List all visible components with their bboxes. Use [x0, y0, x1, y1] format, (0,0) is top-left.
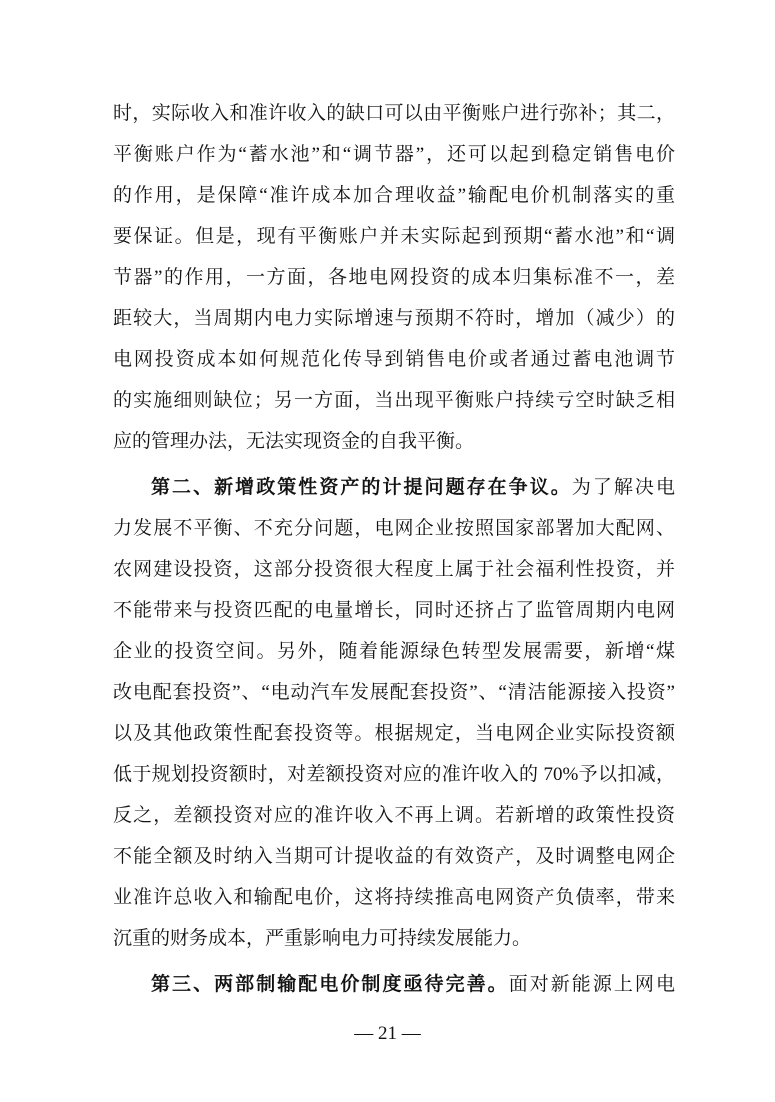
body-text-segment: 业准许总收入和输配电价，这将持续推高电网资产负债率，带来	[113, 887, 675, 908]
text-line	[113, 134, 675, 175]
body-text-segment: 面对新能源上网电	[508, 974, 675, 995]
body-text-segment: 不能全额及时纳入当期可计提收益的有效资产，及时调整电网企	[113, 846, 675, 867]
body-text-segment: 企业的投资空间。另外，随着能源绿色转型发展需要，新增“煤	[113, 641, 675, 662]
paragraph	[113, 964, 675, 1005]
text-line	[113, 508, 675, 549]
text-line	[113, 877, 675, 918]
bold-heading-text: 第二、新增政策性资产的计提问题存在争议。	[151, 477, 572, 498]
text-line	[113, 672, 675, 713]
body-text	[113, 93, 675, 1005]
text-line	[113, 257, 675, 298]
text-line	[113, 754, 675, 795]
body-text-segment: 要保证。但是，现有平衡账户并未实际起到预期“蓄水池”和“调	[113, 226, 675, 247]
paragraph	[113, 467, 675, 959]
body-text-segment: 改电配套投资”、“电动汽车发展配套投资”、“清洁能源接入投资”	[113, 682, 675, 703]
text-line	[113, 918, 675, 959]
body-text-segment: 电网投资成本如何规范化传导到销售电价或者通过蓄电池调节	[113, 349, 675, 370]
body-text-segment: 为了解决电	[571, 477, 675, 498]
body-text-segment: 力发展不平衡、不充分问题，电网企业按照国家部署加大配网、	[113, 518, 675, 539]
body-text-segment: 的作用，是保障“准许成本加合理收益”输配电价机制落实的重	[113, 185, 675, 206]
body-text-segment: 农网建设投资，这部分投资很大程度上属于社会福利性投资，并	[113, 559, 675, 580]
paragraph	[113, 93, 675, 462]
text-line	[113, 795, 675, 836]
body-text-segment: 时，实际收入和准许收入的缺口可以由平衡账户进行弥补；其二，	[113, 103, 675, 124]
text-line	[113, 339, 675, 380]
text-line	[113, 93, 675, 134]
body-text-segment: 反之，差额投资对应的准许收入不再上调。若新增的政策性投资	[113, 805, 675, 826]
text-line	[113, 175, 675, 216]
text-line	[113, 421, 675, 462]
text-line	[113, 380, 675, 421]
body-text-segment: 距较大，当周期内电力实际增速与预期不符时，增加（减少）的	[113, 308, 675, 329]
text-line	[113, 216, 675, 257]
body-text-segment: 沉重的财务成本，严重影响电力可持续发展能力。	[113, 928, 532, 949]
text-line	[113, 631, 675, 672]
text-line	[113, 467, 675, 508]
bold-heading-text: 第三、两部制输配电价制度亟待完善。	[151, 974, 509, 995]
body-text-segment: 节器”的作用，一方面，各地电网投资的成本归集标准不一，差	[113, 267, 675, 288]
body-text-segment: 平衡账户作为“蓄水池”和“调节器”，还可以起到稳定销售电价	[113, 144, 675, 165]
body-text-segment: 以及其他政策性配套投资等。根据规定，当电网企业实际投资额	[113, 723, 675, 744]
text-line	[113, 713, 675, 754]
body-text-segment: 不能带来与投资匹配的电量增长，同时还挤占了监管周期内电网	[113, 600, 675, 621]
text-line	[113, 549, 675, 590]
text-line	[113, 964, 675, 1005]
body-text-segment: 低于规划投资额时，对差额投资对应的准许收入的 70%予以扣减，	[113, 764, 675, 785]
text-line	[113, 836, 675, 877]
body-text-segment: 的实施细则缺位；另一方面，当出现平衡账户持续亏空时缺乏相	[113, 390, 675, 411]
text-line	[113, 590, 675, 631]
page-number: — 21 —	[354, 1023, 421, 1044]
text-line	[113, 298, 675, 339]
body-text-segment: 应的管理办法，无法实现资金的自我平衡。	[113, 431, 475, 452]
